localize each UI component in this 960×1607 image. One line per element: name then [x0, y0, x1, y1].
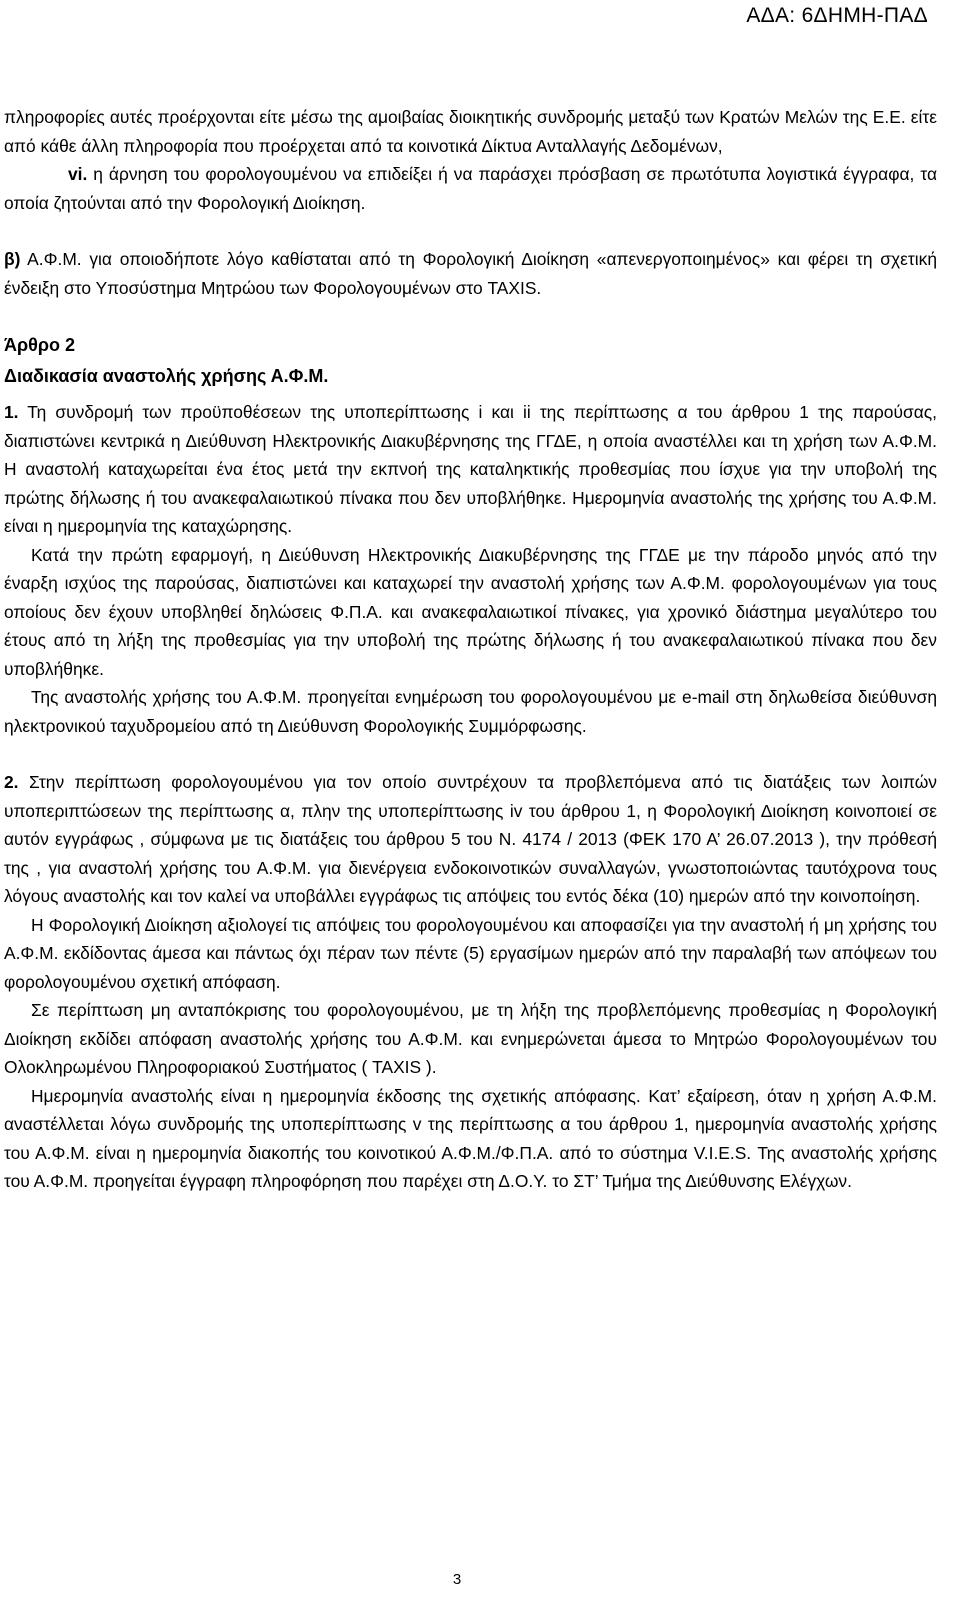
section-1-paragraph-2: Κατά την πρώτη εφαρμογή, η Διεύθυνση Ηλεκτρονικής Διακυβέρνησης της ΓΓΔΕ με την πάροδο μηνός από την έναρξη ισχύος της παρούσας, διαπιστώνει και καταχωρεί την αναστολή χρήσης των Α.Φ.Μ. φορολογουμένων για τους οποίους δεν έχουν υποβληθεί δηλώσεις Φ.Π.Α. και ανακεφαλαιωτικοί πίνακες, για χρονικό διάστημα μεγαλύτερο του έτους από τη λήξη της προθεσμίας για την υποβολή της πρώτης δήλωσης ή του ανακεφαλαιωτικού πίνακα που δεν υποβλήθηκε. — [4, 544, 937, 679]
section-1-paragraph-3: Της αναστολής χρήσης του Α.Φ.Μ. προηγείται ενημέρωση του φορολογουμένου με e-mail στη δηλωθείσα διεύθυνση ηλεκτρονικού ταχυδρομείου από τη Διεύθυνση Φορολογικής Συμμόρφωσης. — [4, 687, 937, 736]
section-1-number: 1. — [4, 402, 19, 422]
item-b-text: Α.Φ.Μ. για οποιοδήποτε λόγο καθίσταται από τη Φορολογική Διοίκηση «απενεργοποιημένος» και φέρει τη σχετική ένδειξη στο Υποσύστημα Μητρώου των Φορολογουμένων στο TAXIS. — [4, 249, 937, 298]
document-body — [4, 103, 937, 1196]
paragraph-item-vi — [4, 160, 937, 217]
paragraph-intro: πληροφορίες αυτές προέρχονται είτε μέσω της αμοιβαίας διοικητικής συνδρομής μεταξύ των Κρατών Μελών της Ε.Ε. είτε από κάθε άλλη πληροφορία που προέρχεται από τα κοινοτικά Δίκτυα Ανταλλαγής Δεδομένων, — [4, 107, 937, 156]
item-vi-text: η άρνηση του φορολογουμένου να επιδείξει ή να παράσχει πρόσβαση σε πρωτότυπα λογιστικά έγγραφα, τα οποία ζητούνται από την Φορολογική Διοίκηση. — [4, 164, 937, 213]
section-1-text: Τη συνδρομή των προϋποθέσεων της υποπερίπτωσης i και ii της περίπτωσης α του άρθρου 1 της παρούσας, διαπιστώνει κεντρικά η Διεύθυνση Ηλεκτρονικής Διακυβέρνησης της ΓΓΔΕ, η οποία αναστέλλει και τη χρήση των Α.Φ.Μ. Η αναστολή καταχωρείται ένα έτος μετά την εκπνοή της καταληκτικής προθεσμίας που ίσχυε για την υποβολή της πρώτης δήλωσης ή του ανακεφαλαιωτικού πίνακα που δεν υποβλήθηκε. Ημερομηνία αναστολής της χρήσης του Α.Φ.Μ. είναι η ημερομηνία της καταχώρησης. — [4, 402, 937, 536]
section-2-paragraph-4: Ημερομηνία αναστολής είναι η ημερομηνία έκδοσης της σχετικής απόφασης. Κατ’ εξαίρεση, όταν η χρήση Α.Φ.Μ. αναστέλλεται λόγω συνδρομής της υποπερίπτωσης v της περίπτωσης α του άρθρου 1, ημερομηνία αναστολής χρήσης του Α.Φ.Μ. είναι η ημερομηνία διακοπής του κοινοτικού Α.Φ.Μ./Φ.Π.Α. από το σύστημα V.I.E.S. Της αναστολής χρήσης του Α.Φ.Μ. προηγείται έγγραφη πληροφόρηση που παρέχει στη Δ.Ο.Υ. το ΣΤ’ Τμήμα της Διεύθυνσης Ελέγχων. — [4, 1085, 937, 1191]
section-2-paragraph — [4, 768, 937, 911]
section-1-paragraph — [4, 398, 937, 541]
article-title: Διαδικασία αναστολής χρήσης Α.Φ.Μ. — [4, 366, 329, 386]
section-2-text: Στην περίπτωση φορολογουμένου για τον οποίο συντρέχουν τα προβλεπόμενα από τις διατάξεις των λοιπών υποπεριπτώσεων της περίπτωσης α, πλην της υποπερίπτωσης iv του άρθρου 1, η Φορολογική Διοίκηση κοινοποιεί σε αυτόν εγγράφως , σύμφωνα με τις διατάξεις του άρθρου 5 του Ν. 4174 / 2013 (ΦΕΚ 170 Α’ 26.07.2013 ), την πρόθεσή της , για αναστολή χρήσης του Α.Φ.Μ. για διενέργεια ενδοκοινοτικών συναλλαγών, γνωστοποιώντας ταυτόχρονα τους λόγους αναστολής και τον καλεί να υποβάλλει εγγράφως τις απόψεις του εντός δέκα (10) ημερών από την κοινοποίηση. — [4, 772, 937, 906]
section-2-number: 2. — [4, 772, 19, 792]
paragraph-item-b — [4, 245, 937, 302]
section-2-paragraph-3: Σε περίπτωση μη ανταπόκρισης του φορολογουμένου, με τη λήξη της προβλεπόμενης προθεσμίας η Φορολογική Διοίκηση εκδίδει απόφαση αναστολής χρήσης του Α.Φ.Μ. και ενημερώνεται άμεσα το Μητρώο Φορολογουμένων του Ολοκληρωμένου Πληροφοριακού Συστήματος ( TAXIS ). — [4, 1000, 937, 1077]
item-b-label: β) — [4, 249, 21, 269]
document-ada-header: ΑΔΑ: 6ΔΗΜΗ-ΠΑΔ — [746, 4, 928, 27]
section-2-paragraph-2: Η Φορολογική Διοίκηση αξιολογεί τις απόψεις του φορολογουμένου και αποφασίζει για την αναστολή ή μη χρήσης του Α.Φ.Μ. εκδίδοντας άμεσα και πάντως όχι πέραν των πέντε (5) εργασίμων ημερών από την παραλαβή των απόψεων του φορολογουμένου σχετική απόφαση. — [4, 914, 937, 992]
page-number: 3 — [452, 1571, 462, 1588]
item-vi-label: vi. — [68, 164, 88, 184]
article-number: Άρθρο 2 — [4, 335, 76, 355]
